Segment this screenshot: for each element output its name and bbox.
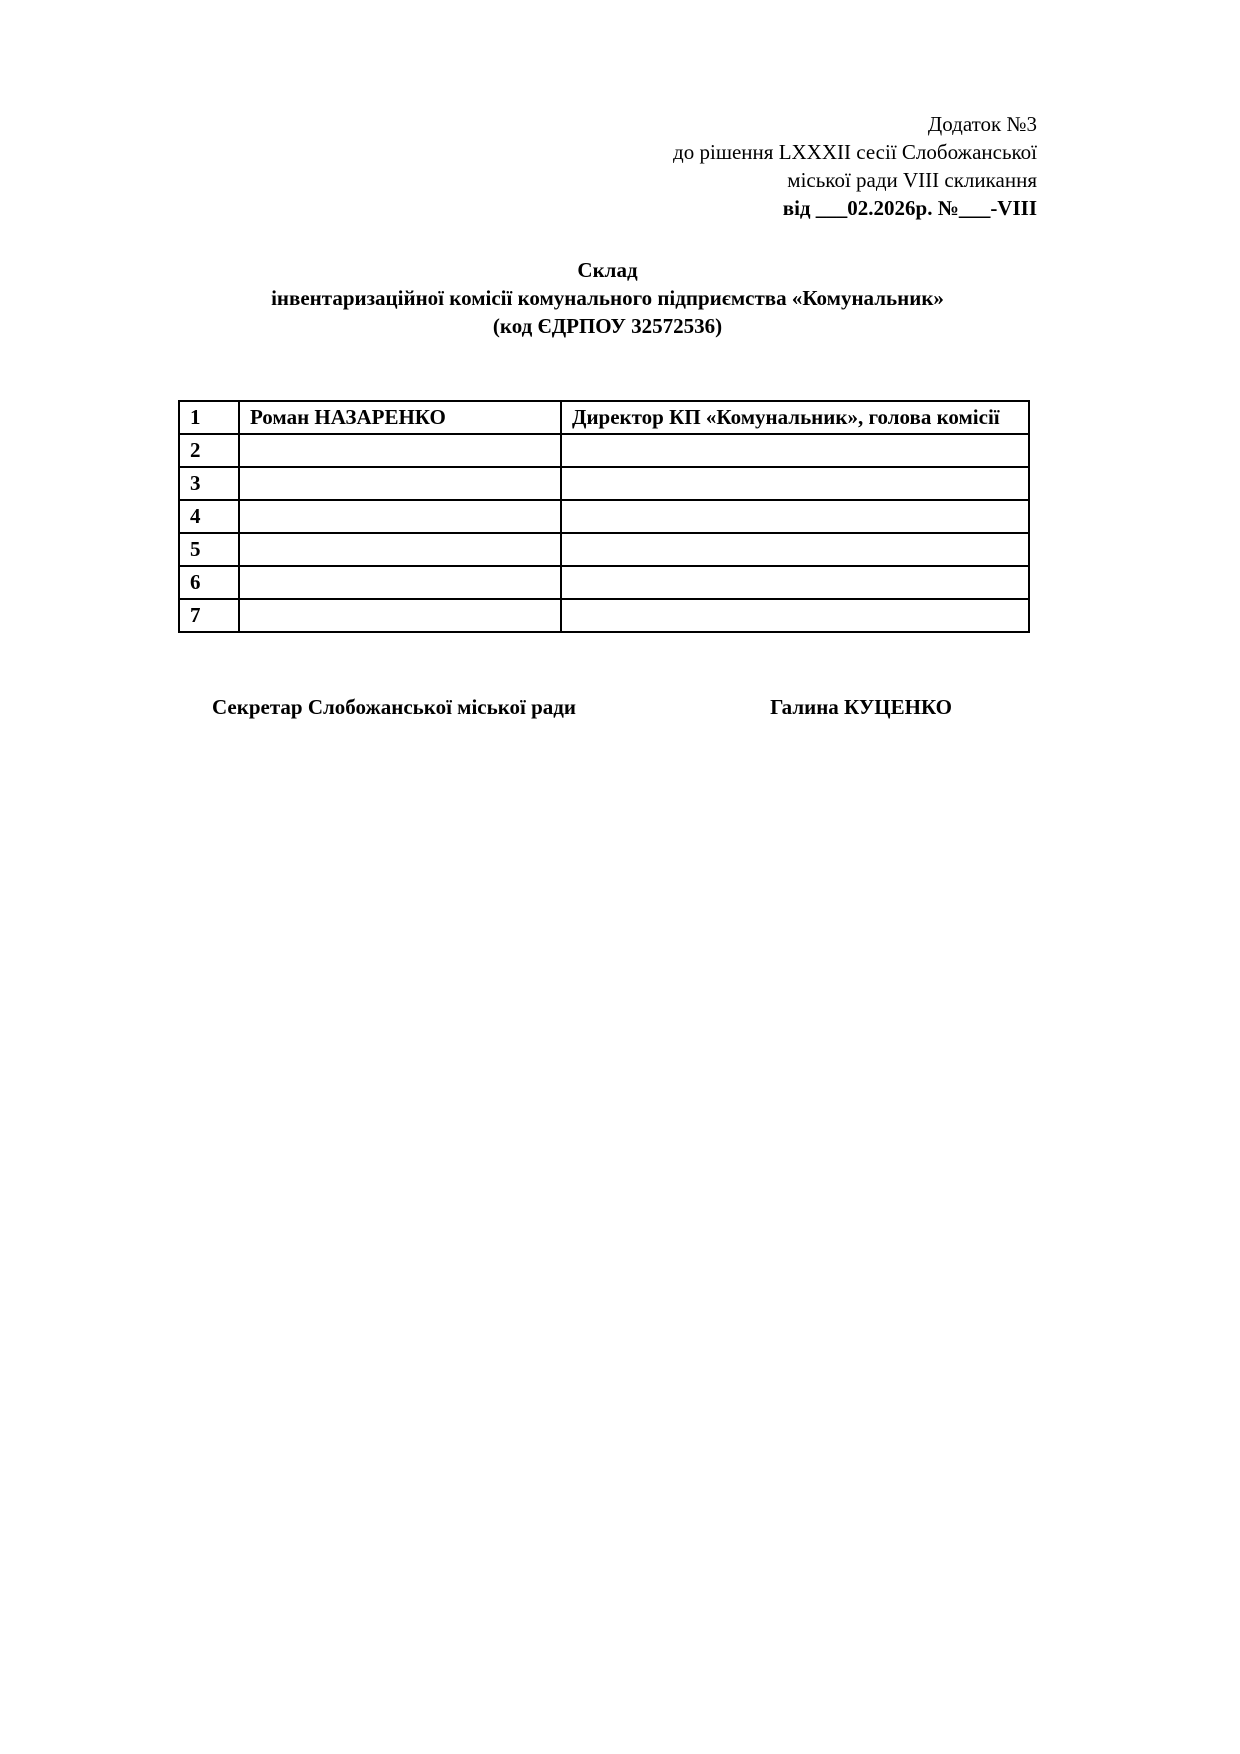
signature-block	[178, 695, 1037, 720]
member-role-cell	[561, 566, 1029, 599]
row-number-cell: 4	[179, 500, 239, 533]
commission-members-table	[178, 400, 1030, 633]
row-number-cell: 5	[179, 533, 239, 566]
row-number-cell: 1	[179, 401, 239, 434]
table-row	[179, 500, 1029, 533]
council-session-line: міської ради VIII скликання	[787, 168, 1037, 192]
appendix-number-line: Додаток №3	[927, 112, 1037, 136]
title-line-3: (код ЄДРПОУ 32572536)	[492, 314, 723, 338]
row-number-cell: 2	[179, 434, 239, 467]
member-name-cell	[239, 566, 561, 599]
member-name-cell: Роман НАЗАРЕНКО	[239, 401, 561, 434]
signatory-position: Секретар Слобожанської міської ради	[212, 695, 577, 719]
row-number-cell: 3	[179, 467, 239, 500]
member-name-cell	[239, 533, 561, 566]
member-name-cell	[239, 500, 561, 533]
member-role-cell	[561, 533, 1029, 566]
member-role-cell	[561, 500, 1029, 533]
signatory-name: Галина КУЦЕНКО	[770, 695, 952, 719]
member-role-cell	[561, 599, 1029, 632]
table-row	[179, 401, 1029, 434]
title-line-1: Склад	[577, 258, 638, 282]
table-row	[179, 566, 1029, 599]
row-number-cell: 7	[179, 599, 239, 632]
member-name-cell	[239, 434, 561, 467]
member-role-cell: Директор КП «Комунальник», голова комісії	[561, 401, 1029, 434]
member-role-cell	[561, 467, 1029, 500]
title-line-2: інвентаризаційної комісії комунального підприємства «Комунальник»	[271, 286, 944, 310]
row-number-cell: 6	[179, 566, 239, 599]
table-row	[179, 434, 1029, 467]
table-row	[179, 533, 1029, 566]
member-name-cell	[239, 467, 561, 500]
appendix-reference-block	[0, 0, 1240, 222]
decision-date-number-line: від ___02.2026р. №___-VIII	[782, 196, 1037, 220]
document-title-block	[0, 256, 1240, 340]
decision-reference-line: до рішення LXXXII сесії Слобожанської	[673, 140, 1037, 164]
table-row	[179, 599, 1029, 632]
table-row	[179, 467, 1029, 500]
member-role-cell	[561, 434, 1029, 467]
member-name-cell	[239, 599, 561, 632]
